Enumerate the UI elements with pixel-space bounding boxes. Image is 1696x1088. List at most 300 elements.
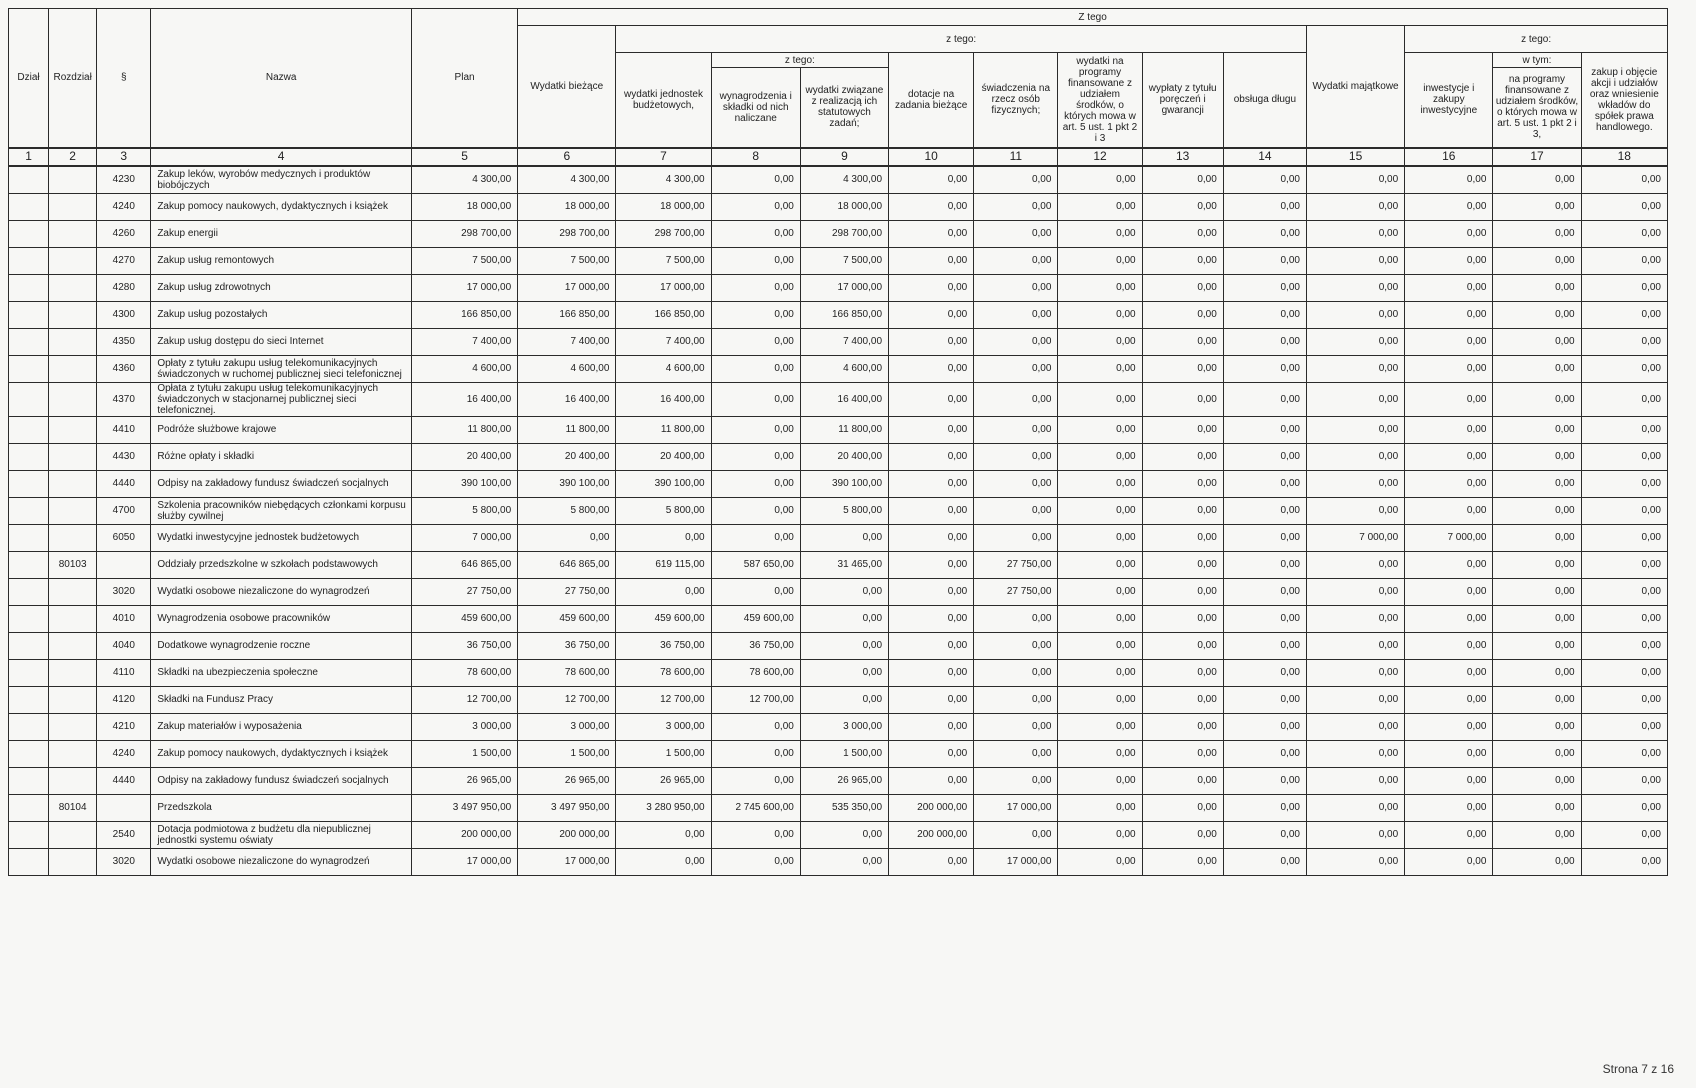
wydatki-majatkowe-cell: 0,00 xyxy=(1306,740,1404,767)
swiadczenia-cell: 0,00 xyxy=(974,220,1058,247)
wynagrodzenia-cell: 0,00 xyxy=(711,821,800,848)
inwestycje-cell: 0,00 xyxy=(1405,443,1493,470)
table-row xyxy=(9,443,1668,470)
rozdzial-cell xyxy=(49,328,97,355)
poreczenia-cell: 0,00 xyxy=(1142,578,1223,605)
name-cell: Opłaty z tytułu zakupu usług telekomunikacyjnych świadczonych w ruchomej publicznej sieci telefonicznej xyxy=(151,355,412,382)
name-cell: Przedszkola xyxy=(151,794,412,821)
paragraph-cell: 4360 xyxy=(97,355,151,382)
wydatki-majatkowe-cell: 0,00 xyxy=(1306,767,1404,794)
poreczenia-cell: 0,00 xyxy=(1142,686,1223,713)
inwestycje-cell: 0,00 xyxy=(1405,821,1493,848)
obsluga-dlugu-cell: 0,00 xyxy=(1223,355,1306,382)
wydatki-majatkowe-cell: 0,00 xyxy=(1306,794,1404,821)
wydatki-biezace-cell: 7 400,00 xyxy=(518,328,616,355)
zadania-statutowe-cell: 298 700,00 xyxy=(800,220,888,247)
programy-majatkowe-cell: 0,00 xyxy=(1493,686,1581,713)
inwestycje-cell: 0,00 xyxy=(1405,632,1493,659)
programy-ue-cell: 0,00 xyxy=(1058,659,1142,686)
akcje-cell: 0,00 xyxy=(1581,767,1667,794)
table-row xyxy=(9,416,1668,443)
programy-majatkowe-cell: 0,00 xyxy=(1493,328,1581,355)
akcje-cell: 0,00 xyxy=(1581,659,1667,686)
wydatki-biezace-cell: 200 000,00 xyxy=(518,821,616,848)
inwestycje-cell: 0,00 xyxy=(1405,767,1493,794)
column-number: 10 xyxy=(889,148,974,166)
header-z-tego-biezace: z tego: xyxy=(616,26,1307,53)
wydatki-jednostek-cell: 12 700,00 xyxy=(616,686,711,713)
dzial-cell xyxy=(9,166,49,194)
paragraph-cell: 4210 xyxy=(97,713,151,740)
table-row xyxy=(9,578,1668,605)
name-cell: Opłata z tytułu zakupu usług telekomunikacyjnych świadczonych w stacjonarnej publicznej sieci telefonicznej. xyxy=(151,382,412,416)
wynagrodzenia-cell: 36 750,00 xyxy=(711,632,800,659)
wynagrodzenia-cell: 0,00 xyxy=(711,767,800,794)
dotacje-cell: 0,00 xyxy=(889,301,974,328)
swiadczenia-cell: 27 750,00 xyxy=(974,551,1058,578)
wynagrodzenia-cell: 0,00 xyxy=(711,740,800,767)
obsluga-dlugu-cell: 0,00 xyxy=(1223,328,1306,355)
name-cell: Odpisy na zakładowy fundusz świadczeń socjalnych xyxy=(151,767,412,794)
dzial-cell xyxy=(9,605,49,632)
wydatki-biezace-cell: 4 600,00 xyxy=(518,355,616,382)
poreczenia-cell: 0,00 xyxy=(1142,821,1223,848)
wynagrodzenia-cell: 0,00 xyxy=(711,166,800,194)
dotacje-cell: 0,00 xyxy=(889,740,974,767)
name-cell: Zakup pomocy naukowych, dydaktycznych i książek xyxy=(151,193,412,220)
zadania-statutowe-cell: 7 500,00 xyxy=(800,247,888,274)
obsluga-dlugu-cell: 0,00 xyxy=(1223,551,1306,578)
header-wydatki-biezace: Wydatki bieżące xyxy=(518,26,616,148)
wynagrodzenia-cell: 2 745 600,00 xyxy=(711,794,800,821)
poreczenia-cell: 0,00 xyxy=(1142,416,1223,443)
table-row xyxy=(9,193,1668,220)
akcje-cell: 0,00 xyxy=(1581,166,1667,194)
wydatki-jednostek-cell: 0,00 xyxy=(616,848,711,875)
name-cell: Wynagrodzenia osobowe pracowników xyxy=(151,605,412,632)
table-row xyxy=(9,382,1668,416)
plan-cell: 11 800,00 xyxy=(411,416,517,443)
programy-ue-cell: 0,00 xyxy=(1058,821,1142,848)
poreczenia-cell: 0,00 xyxy=(1142,713,1223,740)
header-programy-majatkowe: na programy finansowane z udziałem środków, o których mowa w art. 5 ust. 1 pkt 2 i 3, xyxy=(1493,68,1581,148)
programy-majatkowe-cell: 0,00 xyxy=(1493,220,1581,247)
inwestycje-cell: 0,00 xyxy=(1405,470,1493,497)
wydatki-jednostek-cell: 16 400,00 xyxy=(616,382,711,416)
wydatki-biezace-cell: 18 000,00 xyxy=(518,193,616,220)
programy-ue-cell: 0,00 xyxy=(1058,713,1142,740)
swiadczenia-cell: 0,00 xyxy=(974,821,1058,848)
wydatki-majatkowe-cell: 7 000,00 xyxy=(1306,524,1404,551)
dzial-cell xyxy=(9,470,49,497)
name-cell: Zakup pomocy naukowych, dydaktycznych i książek xyxy=(151,740,412,767)
programy-ue-cell: 0,00 xyxy=(1058,767,1142,794)
akcje-cell: 0,00 xyxy=(1581,551,1667,578)
obsluga-dlugu-cell: 0,00 xyxy=(1223,713,1306,740)
wynagrodzenia-cell: 0,00 xyxy=(711,274,800,301)
dzial-cell xyxy=(9,578,49,605)
wydatki-majatkowe-cell: 0,00 xyxy=(1306,193,1404,220)
rozdzial-cell xyxy=(49,713,97,740)
wydatki-jednostek-cell: 18 000,00 xyxy=(616,193,711,220)
column-number-row xyxy=(9,148,1668,166)
name-cell: Zakup energii xyxy=(151,220,412,247)
paragraph-cell: 4370 xyxy=(97,382,151,416)
programy-ue-cell: 0,00 xyxy=(1058,220,1142,247)
dotacje-cell: 0,00 xyxy=(889,551,974,578)
akcje-cell: 0,00 xyxy=(1581,632,1667,659)
paragraph-cell: 4260 xyxy=(97,220,151,247)
plan-cell: 390 100,00 xyxy=(411,470,517,497)
programy-majatkowe-cell: 0,00 xyxy=(1493,740,1581,767)
table-row xyxy=(9,355,1668,382)
wydatki-biezace-cell: 0,00 xyxy=(518,524,616,551)
plan-cell: 7 000,00 xyxy=(411,524,517,551)
rozdzial-cell xyxy=(49,166,97,194)
akcje-cell: 0,00 xyxy=(1581,382,1667,416)
column-number: 7 xyxy=(616,148,711,166)
rozdzial-cell xyxy=(49,443,97,470)
column-number: 8 xyxy=(711,148,800,166)
column-number: 3 xyxy=(97,148,151,166)
plan-cell: 17 000,00 xyxy=(411,848,517,875)
wydatki-majatkowe-cell: 0,00 xyxy=(1306,247,1404,274)
name-cell: Zakup usług dostępu do sieci Internet xyxy=(151,328,412,355)
wydatki-majatkowe-cell: 0,00 xyxy=(1306,578,1404,605)
programy-majatkowe-cell: 0,00 xyxy=(1493,274,1581,301)
zadania-statutowe-cell: 390 100,00 xyxy=(800,470,888,497)
header-dotacje: dotacje na zadania bieżące xyxy=(889,53,974,148)
programy-ue-cell: 0,00 xyxy=(1058,274,1142,301)
dzial-cell xyxy=(9,497,49,524)
zadania-statutowe-cell: 16 400,00 xyxy=(800,382,888,416)
table-row xyxy=(9,470,1668,497)
paragraph-cell: 4270 xyxy=(97,247,151,274)
swiadczenia-cell: 0,00 xyxy=(974,605,1058,632)
dotacje-cell: 0,00 xyxy=(889,686,974,713)
rozdzial-cell xyxy=(49,632,97,659)
dotacje-cell: 0,00 xyxy=(889,166,974,194)
wydatki-majatkowe-cell: 0,00 xyxy=(1306,713,1404,740)
plan-cell: 3 497 950,00 xyxy=(411,794,517,821)
programy-ue-cell: 0,00 xyxy=(1058,524,1142,551)
programy-ue-cell: 0,00 xyxy=(1058,605,1142,632)
wydatki-jednostek-cell: 166 850,00 xyxy=(616,301,711,328)
wydatki-jednostek-cell: 298 700,00 xyxy=(616,220,711,247)
paragraph-cell: 4430 xyxy=(97,443,151,470)
swiadczenia-cell: 0,00 xyxy=(974,632,1058,659)
name-cell: Oddziały przedszkolne w szkołach podstawowych xyxy=(151,551,412,578)
obsluga-dlugu-cell: 0,00 xyxy=(1223,740,1306,767)
rozdzial-cell xyxy=(49,821,97,848)
akcje-cell: 0,00 xyxy=(1581,416,1667,443)
wynagrodzenia-cell: 0,00 xyxy=(711,470,800,497)
header-z-tego: Z tego xyxy=(518,9,1668,26)
plan-cell: 78 600,00 xyxy=(411,659,517,686)
programy-majatkowe-cell: 0,00 xyxy=(1493,578,1581,605)
name-cell: Zakup materiałów i wyposażenia xyxy=(151,713,412,740)
wydatki-jednostek-cell: 5 800,00 xyxy=(616,497,711,524)
programy-ue-cell: 0,00 xyxy=(1058,443,1142,470)
wydatki-jednostek-cell: 459 600,00 xyxy=(616,605,711,632)
wydatki-jednostek-cell: 17 000,00 xyxy=(616,274,711,301)
zadania-statutowe-cell: 31 465,00 xyxy=(800,551,888,578)
wydatki-biezace-cell: 3 497 950,00 xyxy=(518,794,616,821)
plan-cell: 16 400,00 xyxy=(411,382,517,416)
table-row xyxy=(9,794,1668,821)
akcje-cell: 0,00 xyxy=(1581,605,1667,632)
column-number: 15 xyxy=(1306,148,1404,166)
wydatki-biezace-cell: 27 750,00 xyxy=(518,578,616,605)
rozdzial-cell xyxy=(49,470,97,497)
wydatki-jednostek-cell: 1 500,00 xyxy=(616,740,711,767)
header-rozdzial: Rozdział xyxy=(49,9,97,148)
column-number: 6 xyxy=(518,148,616,166)
name-cell: Zakup leków, wyrobów medycznych i produktów biobójczych xyxy=(151,166,412,194)
swiadczenia-cell: 0,00 xyxy=(974,767,1058,794)
dzial-cell xyxy=(9,848,49,875)
wynagrodzenia-cell: 0,00 xyxy=(711,416,800,443)
column-number: 2 xyxy=(49,148,97,166)
zadania-statutowe-cell: 0,00 xyxy=(800,659,888,686)
wydatki-biezace-cell: 5 800,00 xyxy=(518,497,616,524)
name-cell: Wydatki osobowe niezaliczone do wynagrodzeń xyxy=(151,848,412,875)
wydatki-biezace-cell: 4 300,00 xyxy=(518,166,616,194)
rozdzial-cell xyxy=(49,355,97,382)
wynagrodzenia-cell: 78 600,00 xyxy=(711,659,800,686)
dzial-cell xyxy=(9,713,49,740)
wydatki-jednostek-cell: 26 965,00 xyxy=(616,767,711,794)
obsluga-dlugu-cell: 0,00 xyxy=(1223,166,1306,194)
rozdzial-cell xyxy=(49,686,97,713)
inwestycje-cell: 0,00 xyxy=(1405,605,1493,632)
dotacje-cell: 0,00 xyxy=(889,524,974,551)
plan-cell: 4 300,00 xyxy=(411,166,517,194)
wydatki-majatkowe-cell: 0,00 xyxy=(1306,443,1404,470)
table-row xyxy=(9,848,1668,875)
obsluga-dlugu-cell: 0,00 xyxy=(1223,578,1306,605)
programy-ue-cell: 0,00 xyxy=(1058,686,1142,713)
name-cell: Podróże służbowe krajowe xyxy=(151,416,412,443)
paragraph-cell xyxy=(97,794,151,821)
akcje-cell: 0,00 xyxy=(1581,848,1667,875)
obsluga-dlugu-cell: 0,00 xyxy=(1223,524,1306,551)
header-w-tym: w tym: xyxy=(1493,53,1581,68)
poreczenia-cell: 0,00 xyxy=(1142,524,1223,551)
wynagrodzenia-cell: 0,00 xyxy=(711,713,800,740)
zadania-statutowe-cell: 535 350,00 xyxy=(800,794,888,821)
wydatki-majatkowe-cell: 0,00 xyxy=(1306,166,1404,194)
header-dzial: Dział xyxy=(9,9,49,148)
wynagrodzenia-cell: 12 700,00 xyxy=(711,686,800,713)
paragraph-cell: 4110 xyxy=(97,659,151,686)
dzial-cell xyxy=(9,416,49,443)
paragraph-cell: 4300 xyxy=(97,301,151,328)
programy-majatkowe-cell: 0,00 xyxy=(1493,247,1581,274)
inwestycje-cell: 0,00 xyxy=(1405,551,1493,578)
obsluga-dlugu-cell: 0,00 xyxy=(1223,193,1306,220)
paragraph-cell: 3020 xyxy=(97,578,151,605)
dzial-cell xyxy=(9,301,49,328)
wydatki-biezace-cell: 1 500,00 xyxy=(518,740,616,767)
poreczenia-cell: 0,00 xyxy=(1142,382,1223,416)
obsluga-dlugu-cell: 0,00 xyxy=(1223,443,1306,470)
zadania-statutowe-cell: 0,00 xyxy=(800,848,888,875)
header-zadania-statutowe: wydatki związane z realizacją ich statutowych zadań; xyxy=(800,68,888,148)
swiadczenia-cell: 0,00 xyxy=(974,524,1058,551)
wydatki-biezace-cell: 12 700,00 xyxy=(518,686,616,713)
table-row xyxy=(9,821,1668,848)
inwestycje-cell: 0,00 xyxy=(1405,220,1493,247)
plan-cell: 4 600,00 xyxy=(411,355,517,382)
column-number: 5 xyxy=(411,148,517,166)
programy-majatkowe-cell: 0,00 xyxy=(1493,605,1581,632)
wydatki-jednostek-cell: 3 000,00 xyxy=(616,713,711,740)
plan-cell: 646 865,00 xyxy=(411,551,517,578)
rozdzial-cell xyxy=(49,578,97,605)
inwestycje-cell: 0,00 xyxy=(1405,301,1493,328)
programy-ue-cell: 0,00 xyxy=(1058,301,1142,328)
paragraph-cell: 4230 xyxy=(97,166,151,194)
name-cell: Wydatki osobowe niezaliczone do wynagrodzeń xyxy=(151,578,412,605)
header-akcje: zakup i objęcie akcji i udziałów oraz wniesienie wkładów do spółek prawa handlowego. xyxy=(1581,53,1667,148)
dzial-cell xyxy=(9,220,49,247)
wydatki-biezace-cell: 11 800,00 xyxy=(518,416,616,443)
name-cell: Składki na ubezpieczenia społeczne xyxy=(151,659,412,686)
wydatki-biezace-cell: 646 865,00 xyxy=(518,551,616,578)
column-number: 18 xyxy=(1581,148,1667,166)
plan-cell: 200 000,00 xyxy=(411,821,517,848)
rozdzial-cell xyxy=(49,659,97,686)
wynagrodzenia-cell: 0,00 xyxy=(711,220,800,247)
rozdzial-cell xyxy=(49,301,97,328)
column-number: 1 xyxy=(9,148,49,166)
programy-ue-cell: 0,00 xyxy=(1058,497,1142,524)
swiadczenia-cell: 0,00 xyxy=(974,497,1058,524)
dzial-cell xyxy=(9,632,49,659)
wydatki-majatkowe-cell: 0,00 xyxy=(1306,632,1404,659)
dotacje-cell: 0,00 xyxy=(889,193,974,220)
swiadczenia-cell: 0,00 xyxy=(974,355,1058,382)
wydatki-biezace-cell: 7 500,00 xyxy=(518,247,616,274)
inwestycje-cell: 0,00 xyxy=(1405,848,1493,875)
name-cell: Dodatkowe wynagrodzenie roczne xyxy=(151,632,412,659)
paragraph-cell: 3020 xyxy=(97,848,151,875)
poreczenia-cell: 0,00 xyxy=(1142,605,1223,632)
wydatki-majatkowe-cell: 0,00 xyxy=(1306,355,1404,382)
obsluga-dlugu-cell: 0,00 xyxy=(1223,632,1306,659)
wydatki-majatkowe-cell: 0,00 xyxy=(1306,821,1404,848)
wydatki-biezace-cell: 16 400,00 xyxy=(518,382,616,416)
obsluga-dlugu-cell: 0,00 xyxy=(1223,605,1306,632)
name-cell: Odpisy na zakładowy fundusz świadczeń socjalnych xyxy=(151,470,412,497)
header-z-tego-jednostek: z tego: xyxy=(711,53,888,68)
programy-majatkowe-cell: 0,00 xyxy=(1493,355,1581,382)
paragraph-cell: 4440 xyxy=(97,767,151,794)
programy-majatkowe-cell: 0,00 xyxy=(1493,713,1581,740)
akcje-cell: 0,00 xyxy=(1581,328,1667,355)
wydatki-jednostek-cell: 0,00 xyxy=(616,578,711,605)
swiadczenia-cell: 0,00 xyxy=(974,713,1058,740)
plan-cell: 26 965,00 xyxy=(411,767,517,794)
header-wydatki-jednostek: wydatki jednostek budżetowych, xyxy=(616,53,711,148)
rozdzial-cell xyxy=(49,497,97,524)
programy-majatkowe-cell: 0,00 xyxy=(1493,497,1581,524)
programy-ue-cell: 0,00 xyxy=(1058,355,1142,382)
programy-ue-cell: 0,00 xyxy=(1058,166,1142,194)
name-cell: Zakup usług remontowych xyxy=(151,247,412,274)
wydatki-biezace-cell: 298 700,00 xyxy=(518,220,616,247)
obsluga-dlugu-cell: 0,00 xyxy=(1223,382,1306,416)
wynagrodzenia-cell: 0,00 xyxy=(711,382,800,416)
plan-cell: 5 800,00 xyxy=(411,497,517,524)
wydatki-biezace-cell: 26 965,00 xyxy=(518,767,616,794)
zadania-statutowe-cell: 1 500,00 xyxy=(800,740,888,767)
wydatki-majatkowe-cell: 0,00 xyxy=(1306,605,1404,632)
paragraph-cell: 6050 xyxy=(97,524,151,551)
paragraph-cell: 2540 xyxy=(97,821,151,848)
obsluga-dlugu-cell: 0,00 xyxy=(1223,686,1306,713)
wynagrodzenia-cell: 0,00 xyxy=(711,578,800,605)
rozdzial-cell xyxy=(49,848,97,875)
name-cell: Zakup usług zdrowotnych xyxy=(151,274,412,301)
header-inwestycje: inwestycje i zakupy inwestycyjne xyxy=(1405,53,1493,148)
wydatki-jednostek-cell: 78 600,00 xyxy=(616,659,711,686)
wydatki-majatkowe-cell: 0,00 xyxy=(1306,686,1404,713)
inwestycje-cell: 0,00 xyxy=(1405,686,1493,713)
dzial-cell xyxy=(9,794,49,821)
name-cell: Dotacja podmiotowa z budżetu dla niepublicznej jednostki systemu oświaty xyxy=(151,821,412,848)
swiadczenia-cell: 0,00 xyxy=(974,247,1058,274)
obsluga-dlugu-cell: 0,00 xyxy=(1223,821,1306,848)
inwestycje-cell: 0,00 xyxy=(1405,713,1493,740)
wydatki-majatkowe-cell: 0,00 xyxy=(1306,382,1404,416)
paragraph-cell: 4700 xyxy=(97,497,151,524)
programy-majatkowe-cell: 0,00 xyxy=(1493,551,1581,578)
inwestycje-cell: 0,00 xyxy=(1405,247,1493,274)
zadania-statutowe-cell: 0,00 xyxy=(800,686,888,713)
dzial-cell xyxy=(9,355,49,382)
column-number: 17 xyxy=(1493,148,1581,166)
dzial-cell xyxy=(9,274,49,301)
column-number: 14 xyxy=(1223,148,1306,166)
header-obsluga-dlugu: obsługa długu xyxy=(1223,53,1306,148)
name-cell: Szkolenia pracowników niebędących członkami korpusu służby cywilnej xyxy=(151,497,412,524)
wydatki-biezace-cell: 78 600,00 xyxy=(518,659,616,686)
zadania-statutowe-cell: 0,00 xyxy=(800,632,888,659)
swiadczenia-cell: 17 000,00 xyxy=(974,794,1058,821)
akcje-cell: 0,00 xyxy=(1581,247,1667,274)
obsluga-dlugu-cell: 0,00 xyxy=(1223,247,1306,274)
header-programy-ue: wydatki na programy finansowane z udziałem środków, o których mowa w art. 5 ust. 1 pkt 2 i 3 xyxy=(1058,53,1142,148)
inwestycje-cell: 0,00 xyxy=(1405,328,1493,355)
wydatki-biezace-cell: 459 600,00 xyxy=(518,605,616,632)
swiadczenia-cell: 0,00 xyxy=(974,166,1058,194)
programy-ue-cell: 0,00 xyxy=(1058,247,1142,274)
dotacje-cell: 0,00 xyxy=(889,713,974,740)
poreczenia-cell: 0,00 xyxy=(1142,355,1223,382)
table-row xyxy=(9,767,1668,794)
plan-cell: 7 400,00 xyxy=(411,328,517,355)
dotacje-cell: 0,00 xyxy=(889,355,974,382)
wynagrodzenia-cell: 587 650,00 xyxy=(711,551,800,578)
table-row xyxy=(9,605,1668,632)
programy-majatkowe-cell: 0,00 xyxy=(1493,301,1581,328)
dzial-cell xyxy=(9,767,49,794)
poreczenia-cell: 0,00 xyxy=(1142,659,1223,686)
swiadczenia-cell: 0,00 xyxy=(974,470,1058,497)
header-plan: Plan xyxy=(411,9,517,148)
